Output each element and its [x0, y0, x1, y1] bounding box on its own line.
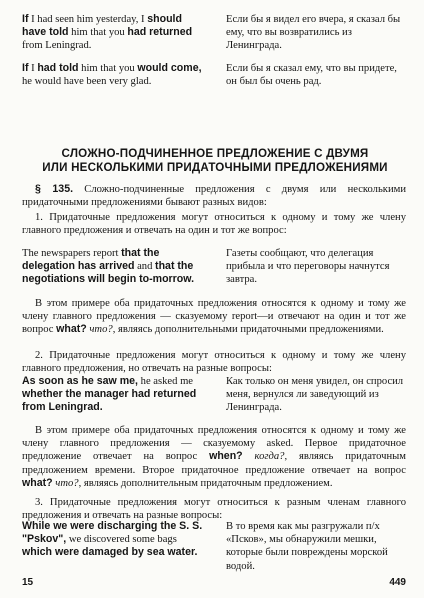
paragraph-2-text: В этом примере оба придаточных предложения относятся к одному и тому же члену главного предложения — сказуемому report—и отвечают на один и тот же вопрос what? что?, являясь дополнительными придаточными предложениями. — [22, 298, 406, 336]
paragraph-1-text: 1. Придаточные предложения могут относиться к одному и тому же члену главного предложения и отвечать на один и тот же вопрос: — [22, 212, 406, 237]
example-ru-5: В то время как мы разгружали п/х «Псков», мы обнаружили мешки, которые были повреждены морской водой. — [226, 521, 388, 572]
example-ru-2: Если бы я сказал ему, что вы придете, он был бы очень рад. — [226, 63, 397, 88]
page-number: 449 — [389, 577, 406, 588]
paragraph-3 — [22, 349, 406, 375]
section-number: § 135. — [35, 183, 74, 195]
paragraph-5 — [22, 496, 406, 522]
section-intro — [22, 183, 406, 209]
example-ru-1: Если бы я видел его вчера, я сказал бы ему, что вы возвратились из Ленинграда. — [226, 14, 401, 52]
example-en-3: The newspapers report that the delegation has arrived and that the negotiations will begin to-morrow. — [22, 247, 195, 286]
section-intro-text: Сложно-подчиненные предложения с двумя или несколькими придаточными предложениями бывают разных видов: — [22, 184, 406, 209]
paragraph-1 — [22, 211, 406, 237]
example-ru-4: Как только он меня увидел, он спросил меня, вернулся ли заведующий из Ленинграда. — [226, 376, 404, 414]
section-heading — [30, 147, 400, 175]
paragraph-2 — [22, 297, 406, 337]
paragraph-4-text: В этом примере оба придаточных предложения относятся к одному и тому же члену главного предложения — сказуемому asked. Первое придаточное предложение отвечает на вопрос when? когда?, являясь придаточным предложением времени. Второе придаточное предложение отвечает на вопрос what? что?, являясь дополнительным придаточным предложением. — [22, 425, 407, 489]
paragraph-3-text: 2. Придаточные предложения могут относиться к одному и тому же члену главного предложения, но отвечать на разные вопросы: — [22, 350, 406, 375]
paragraph-4 — [22, 424, 406, 490]
heading-line-1: СЛОЖНО-ПОДЧИНЕННОЕ ПРЕДЛОЖЕНИЕ С ДВУМЯ — [61, 147, 369, 160]
paragraph-5-text: 3. Придаточные предложения могут относиться к разным членам главного предложения и отвечать на разные вопросы: — [22, 497, 406, 522]
example-en-2: If I had told him that you would come, he would have been very glad. — [22, 62, 202, 88]
example-ru-3: Газеты сообщают, что делегация прибыла и что переговоры начнутся завтра. — [226, 248, 390, 286]
footer-left-number: 15 — [22, 577, 34, 588]
example-en-5: While we were discharging the S. S. "Pskov", we discovered some bags which were damaged by sea water. — [22, 520, 203, 559]
heading-line-2: ИЛИ НЕСКОЛЬКИМИ ПРИДАТОЧНЫМИ ПРЕДЛОЖЕНИЯМИ — [42, 161, 388, 174]
example-en-1: If I had seen him yesterday, I should have told him that you had returned from Leningrad. — [22, 13, 193, 52]
example-en-4: As soon as he saw me, he asked me whether the manager had returned from Leningrad. — [22, 375, 197, 414]
